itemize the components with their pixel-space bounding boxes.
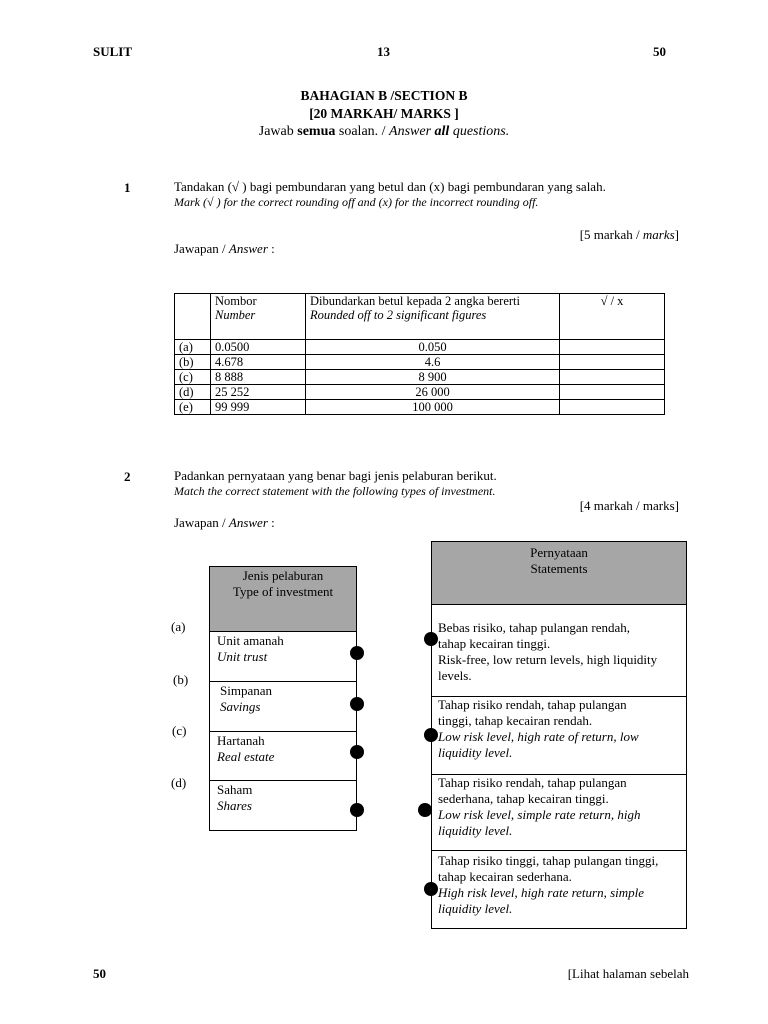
statement-box: Bebas risiko, tahap pulangan rendah, tahap kecairan tinggi. Risk-free, low return levels, high liquidity levels. [431, 604, 687, 697]
row-label: (a) [175, 340, 211, 355]
match-dot-left[interactable] [350, 697, 364, 711]
investment-type-box: Unit amanah Unit trust [209, 631, 357, 682]
question-1-text-ms: Tandakan (√ ) bagi pembundaran yang betul dan (x) bagi pembundaran yang salah. [174, 179, 606, 194]
row-label: (c) [175, 370, 211, 385]
table-row [175, 400, 665, 415]
section-marks: [20 MARKAH/ MARKS ] [309, 106, 459, 121]
row-number: 8 888 [211, 370, 306, 385]
match-dot-left[interactable] [350, 745, 364, 759]
answer-cell[interactable] [560, 400, 665, 415]
investment-type-box: Simpanan Savings [209, 681, 357, 732]
match-dot-right[interactable] [418, 803, 432, 817]
match-dot-right[interactable] [424, 632, 438, 646]
row-number: 4.678 [211, 355, 306, 370]
item-label: (d) [171, 775, 187, 790]
investment-type-box: Saham Shares [209, 780, 357, 831]
match-dot-left[interactable] [350, 803, 364, 817]
statement-box: Tahap risiko tinggi, tahap pulangan tinggi, tahap kecairan sederhana. High risk level, high rate return, simple liquidity level. [431, 850, 687, 929]
statement-box: Tahap risiko rendah, tahap pulangan tinggi, tahap kecairan rendah. Low risk level, high rate of return, low liquidity level. [431, 696, 687, 775]
row-label: (b) [175, 355, 211, 370]
row-rounded: 26 000 [306, 385, 560, 400]
question-1-number: 1 [124, 180, 131, 195]
answer-cell[interactable] [560, 385, 665, 400]
question-1-marks: [5 markah / marks] [579, 227, 679, 242]
header-number: Nombor Number [211, 294, 306, 340]
header-left: SULIT [93, 44, 133, 59]
row-number: 99 999 [211, 400, 306, 415]
header-rounded: Dibundarkan betul kepada 2 angka bererti Rounded off to 2 significant figures [306, 294, 560, 340]
footer-left: 50 [93, 966, 106, 981]
rounding-table [174, 293, 665, 415]
question-1-answer-label: Jawapan / Answer : [174, 241, 275, 256]
row-rounded: 0.050 [306, 340, 560, 355]
table-header-row [175, 294, 665, 340]
question-2-marks: [4 markah / marks] [579, 498, 679, 513]
question-1-text-en: Mark (√ ) for the correct rounding off and (x) for the incorrect rounding off. [174, 195, 539, 209]
investment-type-box: Hartanah Real estate [209, 731, 357, 781]
table-row [175, 340, 665, 355]
investment-type-header: Jenis pelaburan Type of investment [209, 566, 357, 632]
statements-header: Pernyataan Statements [431, 541, 687, 605]
table-row [175, 385, 665, 400]
match-dot-right[interactable] [424, 882, 438, 896]
row-rounded: 100 000 [306, 400, 560, 415]
match-dot-right[interactable] [424, 728, 438, 742]
table-row [175, 370, 665, 385]
row-rounded: 4.6 [306, 355, 560, 370]
question-2-text-en: Match the correct statement with the following types of investment. [174, 484, 496, 498]
row-label: (d) [175, 385, 211, 400]
answer-cell[interactable] [560, 355, 665, 370]
question-2-number: 2 [124, 469, 131, 484]
row-label: (e) [175, 400, 211, 415]
item-label: (b) [173, 672, 189, 687]
answer-cell[interactable] [560, 370, 665, 385]
header-mark: √ / x [560, 294, 665, 340]
question-2-answer-label: Jawapan / Answer : [174, 515, 275, 530]
question-2-text-ms: Padankan pernyataan yang benar bagi jenis pelaburan berikut. [174, 468, 497, 483]
section-instruction: Jawab semua soalan. / Answer all questions. [258, 124, 510, 139]
row-rounded: 8 900 [306, 370, 560, 385]
footer-right: [Lihat halaman sebelah [567, 966, 689, 981]
table-row [175, 355, 665, 370]
row-number: 25 252 [211, 385, 306, 400]
page-number: 13 [377, 44, 390, 59]
item-label: (c) [172, 723, 187, 738]
row-number: 0.0500 [211, 340, 306, 355]
section-title: BAHAGIAN B /SECTION B [300, 88, 468, 103]
header-right: 50 [653, 44, 666, 59]
match-dot-left[interactable] [350, 646, 364, 660]
statement-box: Tahap risiko rendah, tahap pulangan sederhana, tahap kecairan tinggi. Low risk level, simple rate return, high liquidity level. [431, 774, 687, 851]
answer-cell[interactable] [560, 340, 665, 355]
item-label: (a) [171, 619, 186, 634]
